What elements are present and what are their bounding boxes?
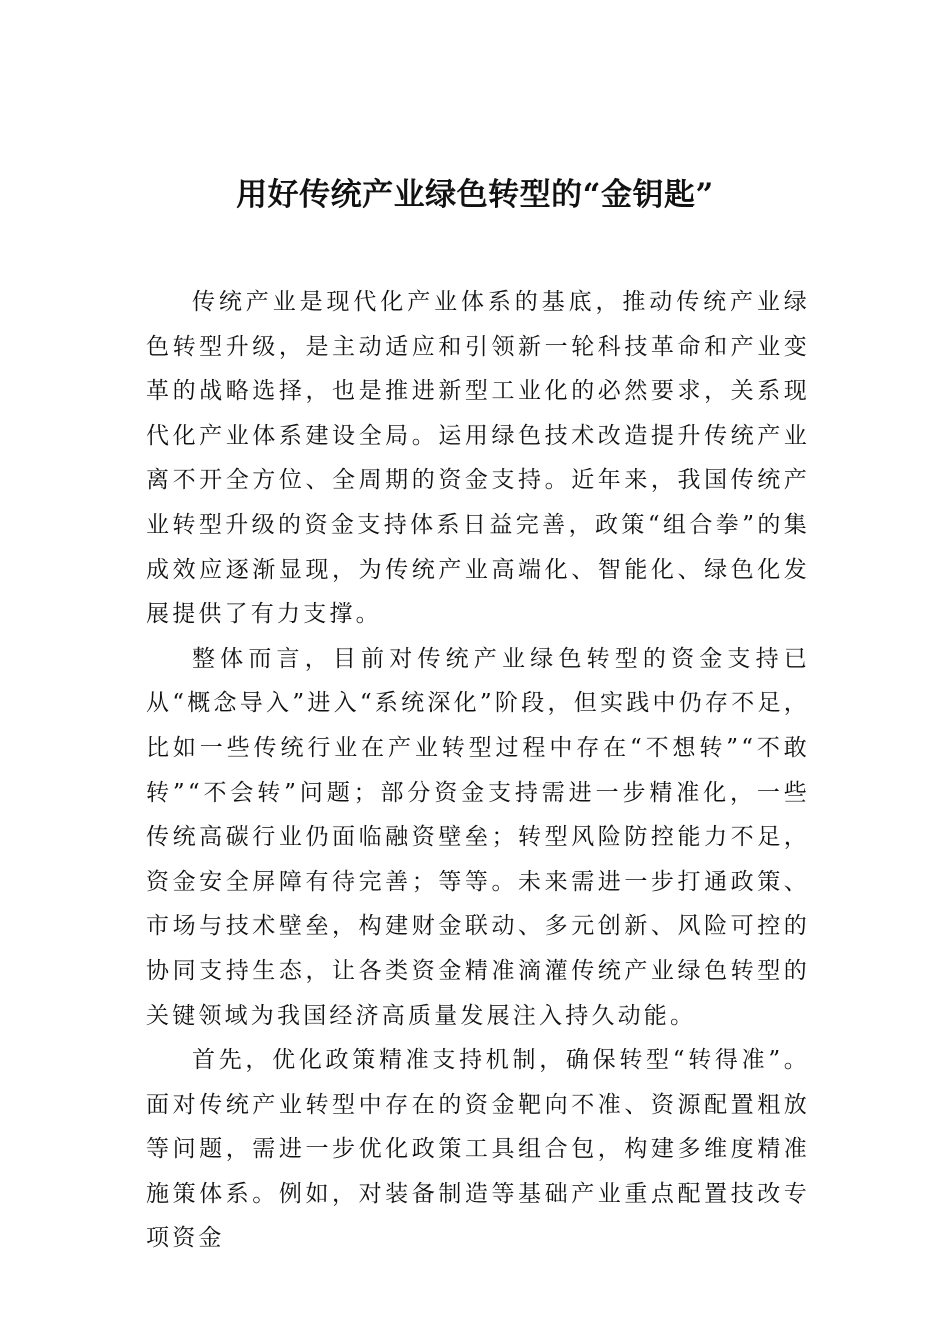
document-title: 用好传统产业绿色转型的“金钥匙” — [236, 177, 714, 213]
document-body — [146, 280, 810, 1261]
paragraph-3: 首先，优化政策精准支持机制，确保转型“转得准”。面对传统产业转型中存在的资金靶向不准、资源配置粗放等问题，需进一步优化政策工具组合包，构建多维度精准施策体系。例如，对装备制造等基础产业重点配置技改专项资金 — [146, 1047, 810, 1252]
paragraph-2: 整体而言，目前对传统产业绿色转型的资金支持已从“概念导入”进入“系统深化”阶段，但实践中仍存不足，比如一些传统行业在产业转型过程中存在“不想转”“不敢转”“不会转”问题；部分资金支持需进一步精准化，一些传统高碳行业仍面临融资壁垒；转型风险防控能力不足，资金安全屏障有待完善；等等。未来需进一步打通政策、市场与技术壁垒，构建财金联动、多元创新、风险可控的协同支持生态，让各类资金精准滴灌传统产业绿色转型的关键领域为我国经济高质量发展注入持久动能。 — [146, 645, 810, 1029]
paragraph-1: 传统产业是现代化产业体系的基底，推动传统产业绿色转型升级，是主动适应和引领新一轮科技革命和产业变革的战略选择，也是推进新型工业化的必然要求，关系现代化产业体系建设全局。运用绿色技术改造提升传统产业离不开全方位、全周期的资金支持。近年来，我国传统产业转型升级的资金支持体系日益完善，政策“组合拳”的集成效应逐渐显现，为传统产业高端化、智能化、绿色化发展提供了有力支撑。 — [146, 289, 810, 628]
